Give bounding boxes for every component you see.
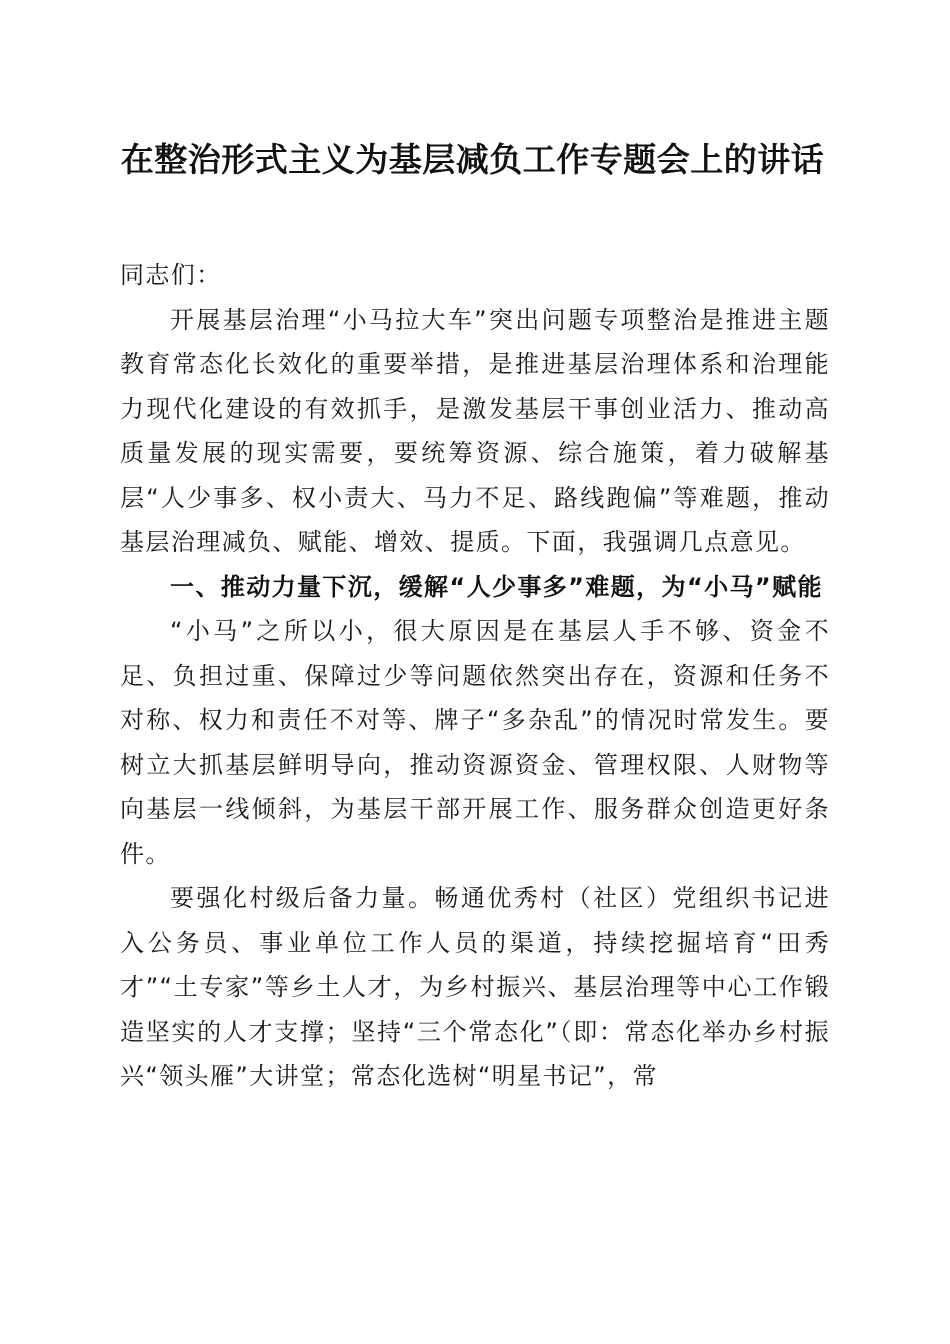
document-body: [120, 253, 830, 1099]
section-heading-1: 一、推动力量下沉，缓解“人少事多”难题，为“小马”赋能: [170, 572, 823, 601]
intro-paragraph: 开展基层治理“小马拉大车”突出问题专项整治是推进主题教育常态化长效化的重要举措，是推进基层治理体系和治理能力现代化建设的有效抓手，是激发基层干事创业活力、推动高质量发展的现实需要，要统筹资源、综合施策，着力破解基层“人少事多、权小责大、马力不足、路线跑偏”等难题，推动基层治理减负、赋能、增效、提质。下面，我强调几点意见。: [120, 305, 830, 556]
section-1-paragraph-1: “小马”之所以小，很大原因是在基层人手不够、资金不足、负担过重、保障过少等问题依然突出存在，资源和任务不对称、权力和责任不对等、牌子“多杂乱”的情况时常发生。要树立大抓基层鲜明导向，推动资源资金、管理权限、人财物等向基层一线倾斜，为基层干部开展工作、服务群众创造更好条件。: [120, 617, 830, 868]
salutation: 同志们：: [120, 261, 222, 289]
document-title: 在整治形式主义为基层减负工作专题会上的讲话: [120, 140, 825, 179]
section-1-paragraph-2: 要强化村级后备力量。畅通优秀村（社区）党组织书记进入公务员、事业单位工作人员的渠道，持续挖掘培育“田秀才”“土专家”等乡土人才，为乡村振兴、基层治理等中心工作锻造坚实的人才支撑；坚持“三个常态化”（即：常态化举办乡村振兴“领头雁”大讲堂；常态化选树“明星书记”，常: [120, 884, 830, 1090]
